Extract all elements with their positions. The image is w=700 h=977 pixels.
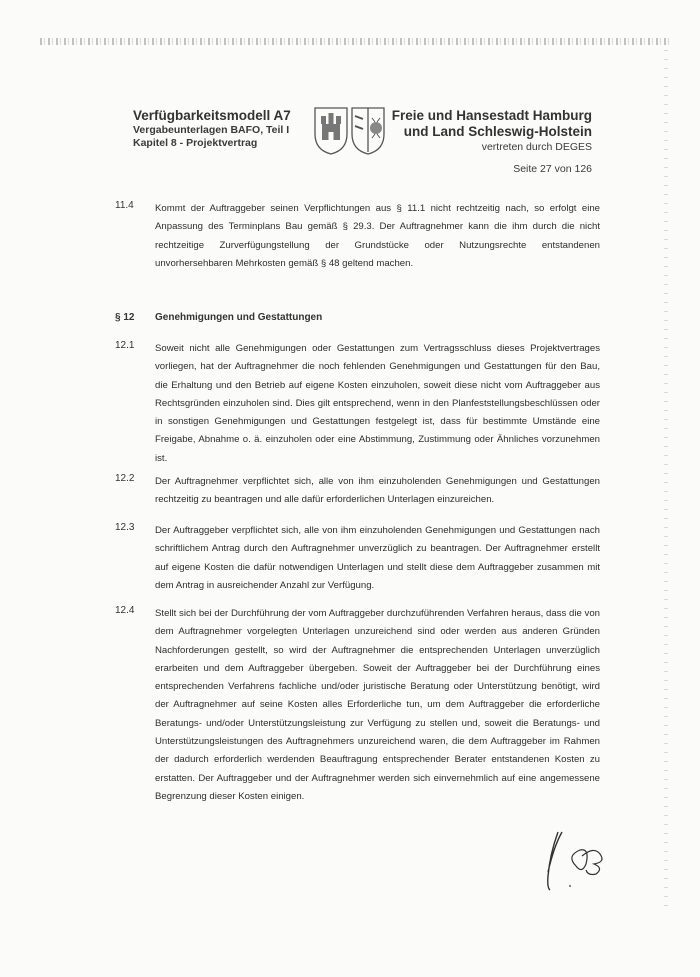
paragraph-text: Soweit nicht alle Genehmigungen oder Gestattungen zum Vertragsschluss dieses Projektvertrages vorliegen, hat der Auftragnehmer die noch fehlenden Genehmigungen und Gestattungen für den Bau, die Erhaltung und den Betrieb auf eigene Kosten einzuholen, soweit diese nicht vom Auftraggeber aus Rechtsgründen einzuholen sind. Dies gilt entsprechend, wenn in den Planfeststellungsbeschlüssen oder in sonstigen Genehmigungen und Gestattungen festgelegt ist, dass für bestimmte Umstände eine Freigabe, Abnahme o. ä. einzuholen oder eine Abstimmung, Zustimmung oder Ähnliches vorzunehmen ist.: [155, 343, 600, 464]
header-left: [133, 108, 313, 150]
paragraph-number: 11.4: [115, 200, 134, 211]
header-left-title: Verfügbarkeitsmodell A7: [133, 108, 291, 123]
header-right: [372, 108, 592, 154]
paragraph-text: Stellt sich bei der Durchführung der vom Auftraggeber durchzuführenden Verfahren heraus, dass die von dem Auftragnehmer vorgelegten Unterlagen unzureichend sind oder werden aus anderen Gründen Nachforderungen gestellt, so wird der Auftragnehmer die entsprechenden Unterlagen unverzüglich erarbeiten und dem Auftraggeber übergeben. Soweit der Auftraggeber bei der Durchführung eines entsprechenden Verfahrens fachliche und/oder juristische Beratung oder Unterstützung benötigt, wird der Auftragnehmer auf seine Kosten alles Erforderliche tun, um dem Auftraggeber die erforderliche Beratungs- und/oder Unterstützungsleistung zur Verfügung zu stellen und, soweit die Beratungs- und Unterstützungsleistungen des Auftragnehmers unzureichend waren, die dem Auftraggeber im Rahmen der dadurch erforderlich werdenden Beauftragung entsprechender Berater entstandenen Kosten zu erstatten. Der Auftraggeber und der Auftragnehmer werden sich einvernehmlich auf eine angemessene Begrenzung dieser Kosten einigen.: [155, 608, 600, 802]
section-title: Genehmigungen und Gestattungen: [155, 312, 323, 323]
page-number: Seite 27 von 126: [513, 163, 592, 175]
paragraph-number: 12.1: [115, 340, 135, 351]
paragraph-number: 12.3: [115, 522, 135, 533]
scan-artifact-top: [40, 38, 670, 45]
header-left-sub2: Kapitel 8 - Projektvertrag: [133, 137, 258, 149]
scan-artifact-right: [664, 50, 668, 910]
section-number: § 12: [115, 312, 135, 323]
header-right-sub: vertreten durch DEGES: [481, 141, 592, 153]
section-heading: [115, 312, 323, 323]
header-right-title1: Freie und Hansestadt Hamburg: [391, 108, 592, 123]
handwritten-initials-icon: [536, 826, 626, 901]
hamburg-crest-icon: [315, 108, 347, 154]
paragraph-text: Der Auftraggeber verpflichtet sich, alle von ihm einzuholenden Genehmigungen und Gestattungen nach schriftlichem Antrag durch den Auftragnehmer unverzüglich zu beantragen. Der Auftragnehmer erstellt auf eigene Kosten die dafür notwendigen Unterlagen und stellt diese dem Auftraggeber zusammen mit dem Antrag in ausreichender Anzahl zur Verfügung.: [155, 525, 600, 591]
paragraph-number: 12.2: [115, 473, 135, 484]
paragraph-text: Kommt der Auftraggeber seinen Verpflichtungen aus § 11.1 nicht rechtzeitig nach, so erfolgt eine Anpassung des Terminplans Bau gemäß § 29.3. Der Auftragnehmer kann die ihm durch die nicht rechtzeitige Zurverfügungstellung der Grundstücke oder Nutzungsrechte entstandenen unvorhersehbaren Mehrkosten gemäß § 48 geltend machen.: [155, 203, 600, 269]
header-left-sub1: Vergabeunterlagen BAFO, Teil I: [133, 124, 290, 136]
paragraph-number: 12.4: [115, 605, 135, 616]
paragraph-text: Der Auftragnehmer verpflichtet sich, alle von ihm einzuholenden Genehmigungen und Gestattungen rechtzeitig zu beantragen und alle dafür erforderlichen Unterlagen einzureichen.: [155, 476, 600, 506]
header-right-title2: und Land Schleswig-Holstein: [403, 124, 592, 139]
